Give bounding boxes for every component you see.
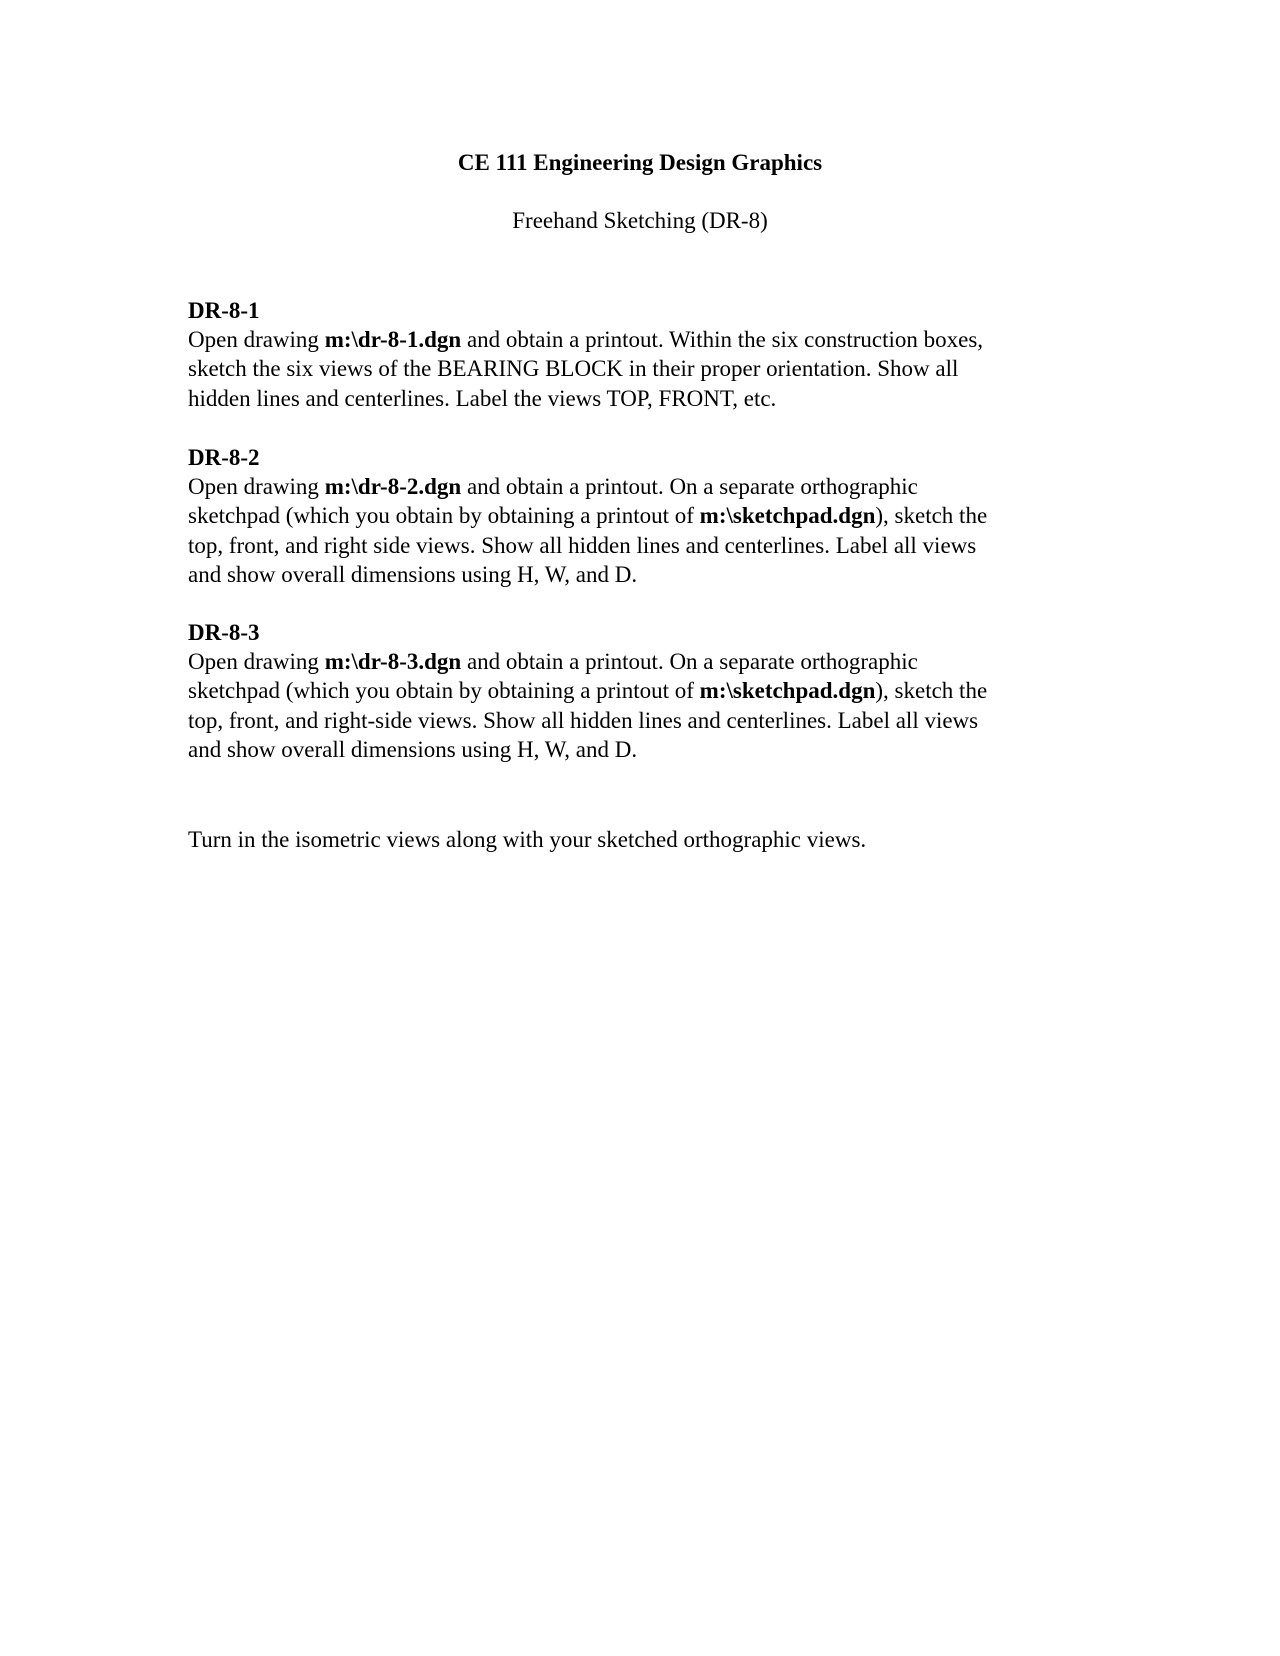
body-text: and obtain a printout. Within the six construction boxes, [461, 327, 984, 352]
body-text: and show overall dimensions using H, W, and D. [188, 561, 638, 587]
body-text: Open drawing [188, 649, 325, 674]
body-line [188, 706, 1088, 735]
body-text: and show overall dimensions using H, W, and D. [188, 736, 638, 762]
file-path: m:\sketchpad.dgn [699, 503, 876, 529]
body-text: top, front, and right-side views. Show all hidden lines and centerlines. Label all views [188, 707, 979, 733]
body-line [188, 384, 1088, 413]
body-line [188, 325, 1088, 354]
body-line [188, 472, 1088, 501]
body-text: hidden lines and centerlines. Label the views TOP, FRONT, etc. [188, 385, 777, 411]
body-line [188, 676, 1088, 705]
body-text: sketchpad (which you obtain by obtaining a printout of [188, 503, 700, 529]
body-line [188, 560, 1088, 589]
body-text: sketch the six views of the BEARING BLOCK in their proper orientation. Show all [188, 356, 959, 382]
body-text: Open drawing [188, 327, 325, 352]
page-subtitle: Freehand Sketching (DR-8) [512, 208, 768, 233]
file-path: m:\dr-8-2.dgn [324, 474, 462, 499]
body-line [188, 531, 1088, 560]
section-dr-8-3 [188, 618, 1088, 764]
closing-instruction: Turn in the isometric views along with your sketched orthographic views. [188, 827, 867, 852]
section-heading: DR-8-1 [188, 298, 260, 323]
body-text: ), sketch the [875, 678, 988, 704]
body-text: top, front, and right side views. Show all hidden lines and centerlines. Label all views [188, 532, 977, 558]
file-path: m:\sketchpad.dgn [699, 678, 876, 704]
body-line [188, 501, 1088, 530]
body-text: Open drawing [188, 474, 325, 499]
file-path: m:\dr-8-1.dgn [324, 327, 462, 352]
body-text: sketchpad (which you obtain by obtaining a printout of [188, 678, 700, 704]
page-title: CE 111 Engineering Design Graphics [457, 150, 823, 175]
body-line [188, 647, 1088, 676]
body-line [188, 735, 1088, 764]
section-heading: DR-8-3 [188, 620, 260, 645]
body-text: and obtain a printout. On a separate orthographic [461, 649, 918, 674]
file-path: m:\dr-8-3.dgn [324, 649, 462, 674]
body-line [188, 354, 1088, 383]
section-dr-8-2 [188, 443, 1088, 589]
body-text: ), sketch the [875, 503, 988, 529]
body-text: and obtain a printout. On a separate orthographic [461, 474, 918, 499]
section-heading: DR-8-2 [188, 445, 260, 470]
section-dr-8-1 [188, 296, 1088, 413]
